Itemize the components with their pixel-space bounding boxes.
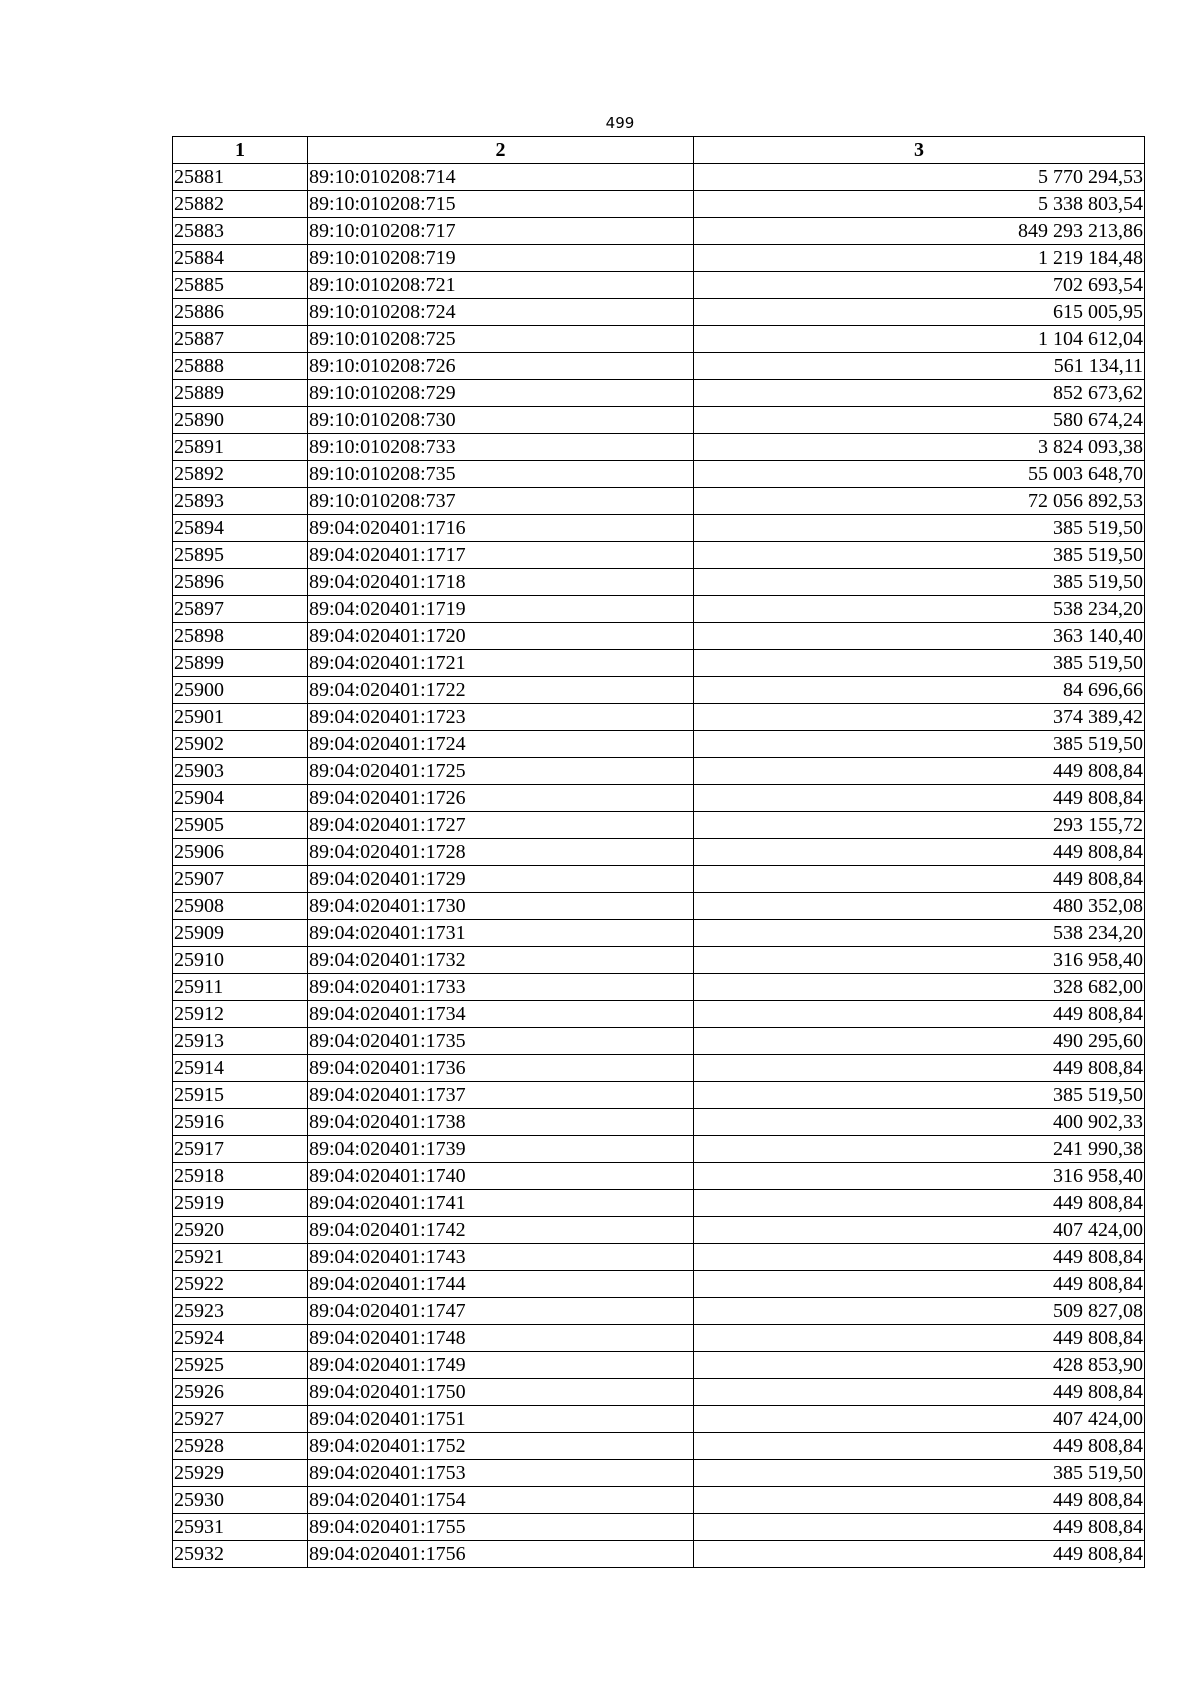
table-row: [173, 353, 1145, 380]
value-cell: 84 696,66: [694, 677, 1145, 704]
table-row: [173, 1163, 1145, 1190]
value-cell: 480 352,08: [694, 893, 1145, 920]
row-number-cell: 25911: [173, 974, 308, 1001]
row-number-cell: 25927: [173, 1406, 308, 1433]
cadastral-number-cell: 89:04:020401:1750: [308, 1379, 694, 1406]
cadastral-number-cell: 89:10:010208:729: [308, 380, 694, 407]
value-cell: 1 219 184,48: [694, 245, 1145, 272]
row-number-cell: 25909: [173, 920, 308, 947]
table-row: [173, 866, 1145, 893]
row-number-cell: 25921: [173, 1244, 308, 1271]
table-row: [173, 1460, 1145, 1487]
value-cell: 449 808,84: [694, 1190, 1145, 1217]
value-cell: 538 234,20: [694, 920, 1145, 947]
row-number-cell: 25923: [173, 1298, 308, 1325]
table-row: [173, 1028, 1145, 1055]
cadastral-number-cell: 89:10:010208:715: [308, 191, 694, 218]
value-cell: 849 293 213,86: [694, 218, 1145, 245]
value-cell: 449 808,84: [694, 1055, 1145, 1082]
row-number-cell: 25889: [173, 380, 308, 407]
table-row: [173, 974, 1145, 1001]
value-cell: 852 673,62: [694, 380, 1145, 407]
value-cell: 316 958,40: [694, 1163, 1145, 1190]
row-number-cell: 25883: [173, 218, 308, 245]
cadastral-number-cell: 89:04:020401:1741: [308, 1190, 694, 1217]
row-number-cell: 25895: [173, 542, 308, 569]
row-number-cell: 25899: [173, 650, 308, 677]
cadastral-number-cell: 89:04:020401:1738: [308, 1109, 694, 1136]
value-cell: 385 519,50: [694, 650, 1145, 677]
table-row: [173, 920, 1145, 947]
value-cell: 72 056 892,53: [694, 488, 1145, 515]
table-row: [173, 434, 1145, 461]
cadastral-number-cell: 89:04:020401:1743: [308, 1244, 694, 1271]
row-number-cell: 25915: [173, 1082, 308, 1109]
row-number-cell: 25925: [173, 1352, 308, 1379]
cadastral-number-cell: 89:04:020401:1730: [308, 893, 694, 920]
value-cell: 363 140,40: [694, 623, 1145, 650]
row-number-cell: 25890: [173, 407, 308, 434]
table-row: [173, 1433, 1145, 1460]
table-row: [173, 1244, 1145, 1271]
row-number-cell: 25893: [173, 488, 308, 515]
cadastral-number-cell: 89:10:010208:735: [308, 461, 694, 488]
value-cell: 385 519,50: [694, 1082, 1145, 1109]
cadastral-number-cell: 89:04:020401:1733: [308, 974, 694, 1001]
value-cell: 385 519,50: [694, 542, 1145, 569]
table-row: [173, 785, 1145, 812]
value-cell: 615 005,95: [694, 299, 1145, 326]
row-number-cell: 25912: [173, 1001, 308, 1028]
value-cell: 3 824 093,38: [694, 434, 1145, 461]
cadastral-number-cell: 89:04:020401:1754: [308, 1487, 694, 1514]
cadastral-number-cell: 89:04:020401:1751: [308, 1406, 694, 1433]
value-cell: 449 808,84: [694, 1271, 1145, 1298]
value-cell: 1 104 612,04: [694, 326, 1145, 353]
row-number-cell: 25922: [173, 1271, 308, 1298]
table-row: [173, 515, 1145, 542]
table-row: [173, 1136, 1145, 1163]
table-row: [173, 1082, 1145, 1109]
value-cell: 449 808,84: [694, 1244, 1145, 1271]
table-row: [173, 191, 1145, 218]
table-row: [173, 1352, 1145, 1379]
cadastral-number-cell: 89:04:020401:1719: [308, 596, 694, 623]
cadastral-number-cell: 89:04:020401:1732: [308, 947, 694, 974]
row-number-cell: 25882: [173, 191, 308, 218]
table-row: [173, 488, 1145, 515]
table-row: [173, 1406, 1145, 1433]
row-number-cell: 25929: [173, 1460, 308, 1487]
value-cell: 538 234,20: [694, 596, 1145, 623]
cadastral-number-cell: 89:04:020401:1744: [308, 1271, 694, 1298]
row-number-cell: 25894: [173, 515, 308, 542]
table-row: [173, 677, 1145, 704]
table-row: [173, 380, 1145, 407]
table-row: [173, 947, 1145, 974]
row-number-cell: 25907: [173, 866, 308, 893]
value-cell: 449 808,84: [694, 1514, 1145, 1541]
cadastral-number-cell: 89:10:010208:721: [308, 272, 694, 299]
value-cell: 407 424,00: [694, 1406, 1145, 1433]
row-number-cell: 25896: [173, 569, 308, 596]
table-row: [173, 164, 1145, 191]
value-cell: 449 808,84: [694, 866, 1145, 893]
value-cell: 449 808,84: [694, 1001, 1145, 1028]
row-number-cell: 25914: [173, 1055, 308, 1082]
row-number-cell: 25904: [173, 785, 308, 812]
cadastral-number-cell: 89:04:020401:1726: [308, 785, 694, 812]
row-number-cell: 25931: [173, 1514, 308, 1541]
cadastral-number-cell: 89:04:020401:1728: [308, 839, 694, 866]
row-number-cell: 25916: [173, 1109, 308, 1136]
table-row: [173, 623, 1145, 650]
table-row: [173, 218, 1145, 245]
row-number-cell: 25892: [173, 461, 308, 488]
row-number-cell: 25897: [173, 596, 308, 623]
row-number-cell: 25903: [173, 758, 308, 785]
table-row: [173, 596, 1145, 623]
row-number-cell: 25886: [173, 299, 308, 326]
value-cell: 385 519,50: [694, 1460, 1145, 1487]
row-number-cell: 25910: [173, 947, 308, 974]
cadastral-number-cell: 89:04:020401:1721: [308, 650, 694, 677]
cadastral-number-cell: 89:04:020401:1740: [308, 1163, 694, 1190]
row-number-cell: 25901: [173, 704, 308, 731]
row-number-cell: 25920: [173, 1217, 308, 1244]
cadastral-number-cell: 89:04:020401:1753: [308, 1460, 694, 1487]
value-cell: 5 338 803,54: [694, 191, 1145, 218]
cadastral-number-cell: 89:04:020401:1749: [308, 1352, 694, 1379]
cadastral-number-cell: 89:04:020401:1720: [308, 623, 694, 650]
cadastral-number-cell: 89:04:020401:1747: [308, 1298, 694, 1325]
value-cell: 241 990,38: [694, 1136, 1145, 1163]
table-row: [173, 245, 1145, 272]
value-cell: 702 693,54: [694, 272, 1145, 299]
table-row: [173, 1379, 1145, 1406]
cadastral-number-cell: 89:04:020401:1716: [308, 515, 694, 542]
cadastral-number-cell: 89:04:020401:1756: [308, 1541, 694, 1568]
table-row: [173, 812, 1145, 839]
register-table: [172, 136, 1145, 1568]
cadastral-number-cell: 89:04:020401:1755: [308, 1514, 694, 1541]
cadastral-number-cell: 89:10:010208:737: [308, 488, 694, 515]
value-cell: 561 134,11: [694, 353, 1145, 380]
table-row: [173, 1514, 1145, 1541]
cadastral-number-cell: 89:10:010208:726: [308, 353, 694, 380]
cadastral-number-cell: 89:04:020401:1748: [308, 1325, 694, 1352]
cadastral-number-cell: 89:04:020401:1731: [308, 920, 694, 947]
table-header-row: [173, 137, 1145, 164]
row-number-cell: 25881: [173, 164, 308, 191]
row-number-cell: 25926: [173, 1379, 308, 1406]
table-row: [173, 326, 1145, 353]
table-row: [173, 1487, 1145, 1514]
row-number-cell: 25906: [173, 839, 308, 866]
table-row: [173, 272, 1145, 299]
cadastral-number-cell: 89:10:010208:733: [308, 434, 694, 461]
cadastral-number-cell: 89:04:020401:1725: [308, 758, 694, 785]
value-cell: 449 808,84: [694, 1379, 1145, 1406]
value-cell: 374 389,42: [694, 704, 1145, 731]
cadastral-number-cell: 89:10:010208:717: [308, 218, 694, 245]
cadastral-number-cell: 89:10:010208:714: [308, 164, 694, 191]
table-body: [173, 164, 1145, 1568]
value-cell: 449 808,84: [694, 1541, 1145, 1568]
cadastral-number-cell: 89:10:010208:724: [308, 299, 694, 326]
row-number-cell: 25919: [173, 1190, 308, 1217]
table-row: [173, 1001, 1145, 1028]
cadastral-number-cell: 89:04:020401:1717: [308, 542, 694, 569]
row-number-cell: 25905: [173, 812, 308, 839]
row-number-cell: 25898: [173, 623, 308, 650]
cadastral-number-cell: 89:04:020401:1718: [308, 569, 694, 596]
table-row: [173, 299, 1145, 326]
cadastral-number-cell: 89:04:020401:1742: [308, 1217, 694, 1244]
value-cell: 449 808,84: [694, 839, 1145, 866]
value-cell: 400 902,33: [694, 1109, 1145, 1136]
table-row: [173, 407, 1145, 434]
value-cell: 509 827,08: [694, 1298, 1145, 1325]
table-row: [173, 704, 1145, 731]
cadastral-number-cell: 89:10:010208:719: [308, 245, 694, 272]
cadastral-number-cell: 89:04:020401:1727: [308, 812, 694, 839]
table-row: [173, 1298, 1145, 1325]
value-cell: 385 519,50: [694, 731, 1145, 758]
column-header-3: 3: [694, 137, 1145, 164]
row-number-cell: 25900: [173, 677, 308, 704]
value-cell: 580 674,24: [694, 407, 1145, 434]
table-row: [173, 1055, 1145, 1082]
value-cell: 293 155,72: [694, 812, 1145, 839]
value-cell: 407 424,00: [694, 1217, 1145, 1244]
table-row: [173, 731, 1145, 758]
row-number-cell: 25902: [173, 731, 308, 758]
row-number-cell: 25917: [173, 1136, 308, 1163]
row-number-cell: 25891: [173, 434, 308, 461]
value-cell: 449 808,84: [694, 1325, 1145, 1352]
value-cell: 55 003 648,70: [694, 461, 1145, 488]
cadastral-number-cell: 89:04:020401:1737: [308, 1082, 694, 1109]
row-number-cell: 25913: [173, 1028, 308, 1055]
table-row: [173, 1109, 1145, 1136]
value-cell: 385 519,50: [694, 515, 1145, 542]
row-number-cell: 25885: [173, 272, 308, 299]
row-number-cell: 25888: [173, 353, 308, 380]
value-cell: 385 519,50: [694, 569, 1145, 596]
cadastral-number-cell: 89:04:020401:1723: [308, 704, 694, 731]
column-header-2: 2: [308, 137, 694, 164]
column-header-1: 1: [173, 137, 308, 164]
cadastral-number-cell: 89:04:020401:1722: [308, 677, 694, 704]
value-cell: 449 808,84: [694, 758, 1145, 785]
value-cell: 316 958,40: [694, 947, 1145, 974]
cadastral-number-cell: 89:04:020401:1735: [308, 1028, 694, 1055]
cadastral-number-cell: 89:04:020401:1752: [308, 1433, 694, 1460]
page-number: 499: [605, 114, 635, 132]
row-number-cell: 25932: [173, 1541, 308, 1568]
row-number-cell: 25930: [173, 1487, 308, 1514]
cadastral-number-cell: 89:04:020401:1729: [308, 866, 694, 893]
cadastral-number-cell: 89:04:020401:1739: [308, 1136, 694, 1163]
value-cell: 449 808,84: [694, 1433, 1145, 1460]
value-cell: 428 853,90: [694, 1352, 1145, 1379]
value-cell: 449 808,84: [694, 1487, 1145, 1514]
value-cell: 449 808,84: [694, 785, 1145, 812]
cadastral-number-cell: 89:04:020401:1734: [308, 1001, 694, 1028]
table-row: [173, 758, 1145, 785]
table-row: [173, 839, 1145, 866]
row-number-cell: 25924: [173, 1325, 308, 1352]
table-row: [173, 1217, 1145, 1244]
table-row: [173, 1541, 1145, 1568]
value-cell: 328 682,00: [694, 974, 1145, 1001]
cadastral-number-cell: 89:04:020401:1736: [308, 1055, 694, 1082]
cadastral-number-cell: 89:10:010208:730: [308, 407, 694, 434]
table-row: [173, 893, 1145, 920]
row-number-cell: 25887: [173, 326, 308, 353]
value-cell: 5 770 294,53: [694, 164, 1145, 191]
table-row: [173, 461, 1145, 488]
row-number-cell: 25918: [173, 1163, 308, 1190]
table-row: [173, 569, 1145, 596]
cadastral-number-cell: 89:10:010208:725: [308, 326, 694, 353]
table-row: [173, 1325, 1145, 1352]
row-number-cell: 25928: [173, 1433, 308, 1460]
table-row: [173, 542, 1145, 569]
table-row: [173, 650, 1145, 677]
row-number-cell: 25884: [173, 245, 308, 272]
cadastral-number-cell: 89:04:020401:1724: [308, 731, 694, 758]
table-row: [173, 1190, 1145, 1217]
table-row: [173, 1271, 1145, 1298]
value-cell: 490 295,60: [694, 1028, 1145, 1055]
row-number-cell: 25908: [173, 893, 308, 920]
